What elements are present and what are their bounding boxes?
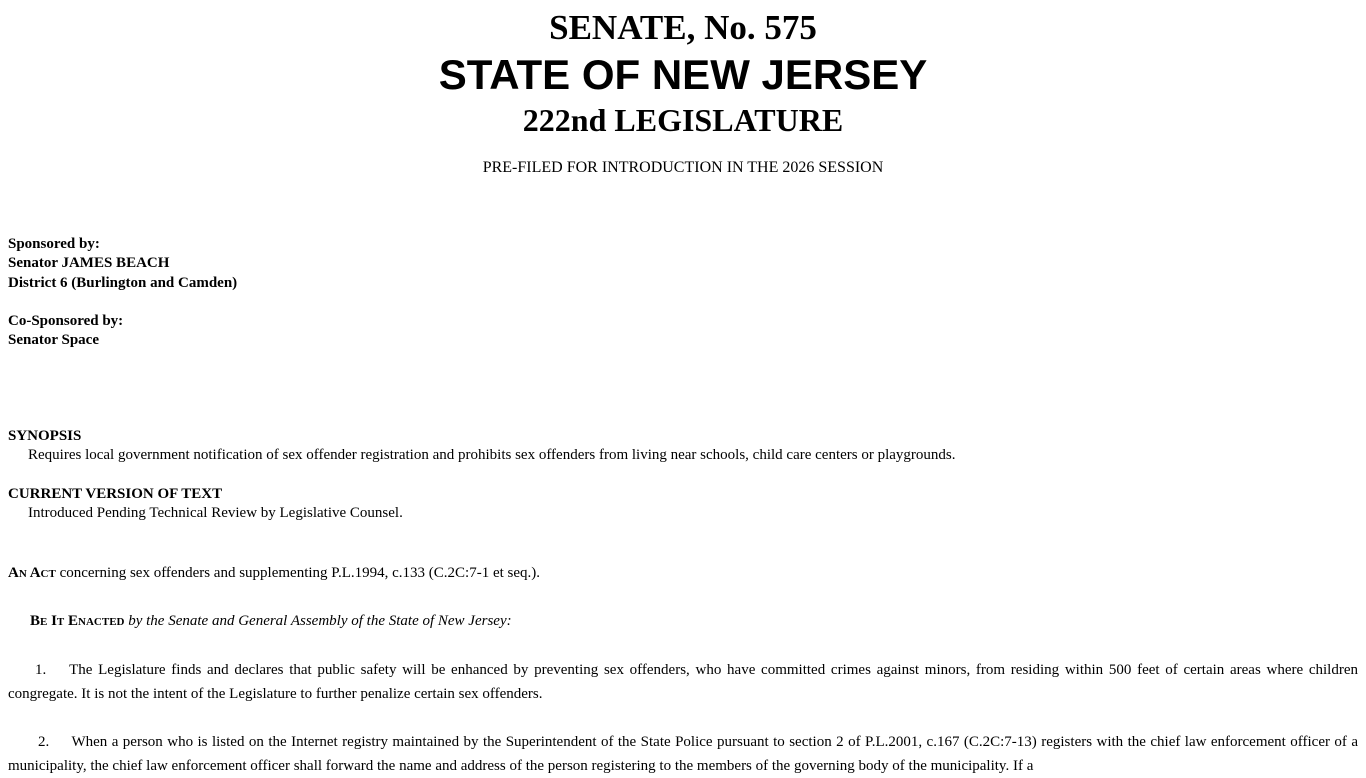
section-2-text: When a person who is listed on the Internet registry maintained by the Superintendent of the State Police pursuant to section 2 of P.L.2001, c.167 (C.2C:7-13) registers with the chief law enforcement officer of a municipality, the chief law enforcement officer shall forward the name and address of the person registering to the members of the governing body of the municipality. If a [8,734,1358,774]
prefiled-notice: PRE-FILED FOR INTRODUCTION IN THE 2026 SESSION [482,159,884,176]
section-2 [8,730,1358,778]
legislature-title: 222nd LEGISLATURE [522,102,844,138]
synopsis-heading: SYNOPSIS [8,428,82,444]
bill-number: SENATE, No. 575 [549,8,817,47]
act-text: concerning sex offenders and supplementing P.L.1994, c.133 (C.2C:7-1 et seq.). [55,565,541,581]
synopsis-text: Requires local government notification of sex offender registration and prohibits sex offenders from living near schools, child care centers or playgrounds. [28,447,956,463]
cosponsored-by-label: Co-Sponsored by: [8,313,124,329]
sponsor-name: Senator JAMES BEACH [8,255,170,271]
state-title: STATE OF NEW JERSEY [438,51,928,98]
sponsored-by-label: Sponsored by: [8,236,100,252]
current-version-heading: CURRENT VERSION OF TEXT [8,486,223,502]
section-1 [8,658,1358,706]
cosponsor-name: Senator Space [8,332,99,348]
enacting-text: by the Senate and General Assembly of the State of New Jersey: [124,613,512,629]
sponsor-district: District 6 (Burlington and Camden) [8,275,238,291]
act-title [8,564,540,583]
act-lead: An Act [8,565,56,581]
section-1-text: The Legislature finds and declares that public safety will be enhanced by preventing sex offenders, who have committed crimes against minors, from residing within 500 feet of certain areas where children congregate. It is not the intent of the Legislature to further penalize certain sex offenders. [8,662,1359,702]
enacting-lead: Be It Enacted [30,613,125,629]
current-version-text: Introduced Pending Technical Review by Legislative Counsel. [28,505,403,521]
enacting-clause [30,612,512,631]
section-1-number: 1. [35,662,47,678]
section-2-number: 2. [38,734,50,750]
